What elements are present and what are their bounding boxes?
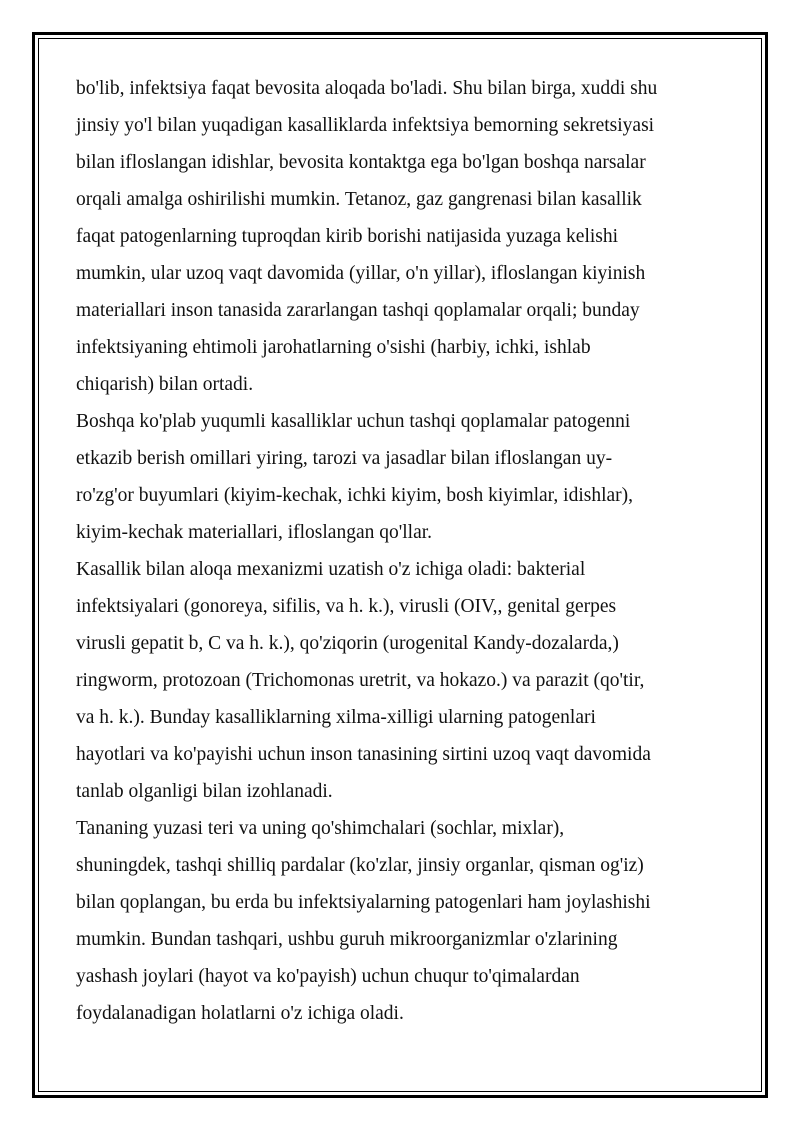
text-line: va h. k.). Bunday kasalliklarning xilma-xilligi ularning patogenlari [76,707,596,728]
text-line: kiyim-kechak materiallari, ifloslangan qo'llar. [76,522,433,543]
text-line: materiallari inson tanasida zararlangan tashqi qoplamalar orqali; bunday [76,300,640,321]
text-line: jinsiy yo'l bilan yuqadigan kasalliklarda infektsiya bemorning sekretsiyasi [76,115,655,136]
text-line: ro'zg'or buyumlari (kiyim-kechak, ichki kiyim, bosh kiyimlar, idishlar), [76,485,634,506]
text-line: bo'lib, infektsiya faqat bevosita aloqada bo'ladi. Shu bilan birga, xuddi shu [76,78,658,99]
document-body [76,70,736,1032]
text-line: Boshqa ko'plab yuqumli kasalliklar uchun tashqi qoplamalar patogenni [76,411,631,432]
text-line: Kasallik bilan aloqa mexanizmi uzatish o'z ichiga oladi: bakterial [76,559,586,580]
text-line: bilan qoplangan, bu erda bu infektsiyalarning patogenlari ham joylashishi [76,892,651,913]
text-line: tanlab olganligi bilan izohlanadi. [76,781,333,802]
text-line: mumkin. Bundan tashqari, ushbu guruh mikroorganizmlar o'zlarining [76,929,618,950]
text-line: faqat patogenlarning tuproqdan kirib borishi natijasida yuzaga kelishi [76,226,619,247]
text-line: ringworm, protozoan (Trichomonas uretrit, va hokazo.) va parazit (qo'tir, [76,670,645,691]
text-line: yashash joylari (hayot va ko'payish) uchun chuqur to'qimalardan [76,966,580,987]
text-line: infektsiyalari (gonoreya, sifilis, va h. k.), virusli (OIV,, genital gerpes [76,596,617,617]
text-line: mumkin, ular uzoq vaqt davomida (yillar, o'n yillar), ifloslangan kiyinish [76,263,646,284]
text-line: Tananing yuzasi teri va uning qo'shimchalari (sochlar, mixlar), [76,818,565,839]
text-line: bilan ifloslangan idishlar, bevosita kontaktga ega bo'lgan boshqa narsalar [76,152,646,173]
text-line: hayotlari va ko'payishi uchun inson tanasining sirtini uzoq vaqt davomida [76,744,651,765]
text-line: orqali amalga oshirilishi mumkin. Tetanoz, gaz gangrenasi bilan kasallik [76,189,642,210]
text-line: foydalanadigan holatlarni o'z ichiga oladi. [76,1003,404,1024]
text-line: infektsiyaning ehtimoli jarohatlarning o'sishi (harbiy, ichki, ishlab [76,337,591,358]
text-line: shuningdek, tashqi shilliq pardalar (ko'zlar, jinsiy organlar, qisman og'iz) [76,855,644,876]
text-line: etkazib berish omillari yiring, tarozi va jasadlar bilan ifloslangan uy- [76,448,613,469]
text-line: chiqarish) bilan ortadi. [76,374,254,395]
text-line: virusli gepatit b, C va h. k.), qo'ziqorin (urogenital Kandy-dozalarda,) [76,633,619,654]
